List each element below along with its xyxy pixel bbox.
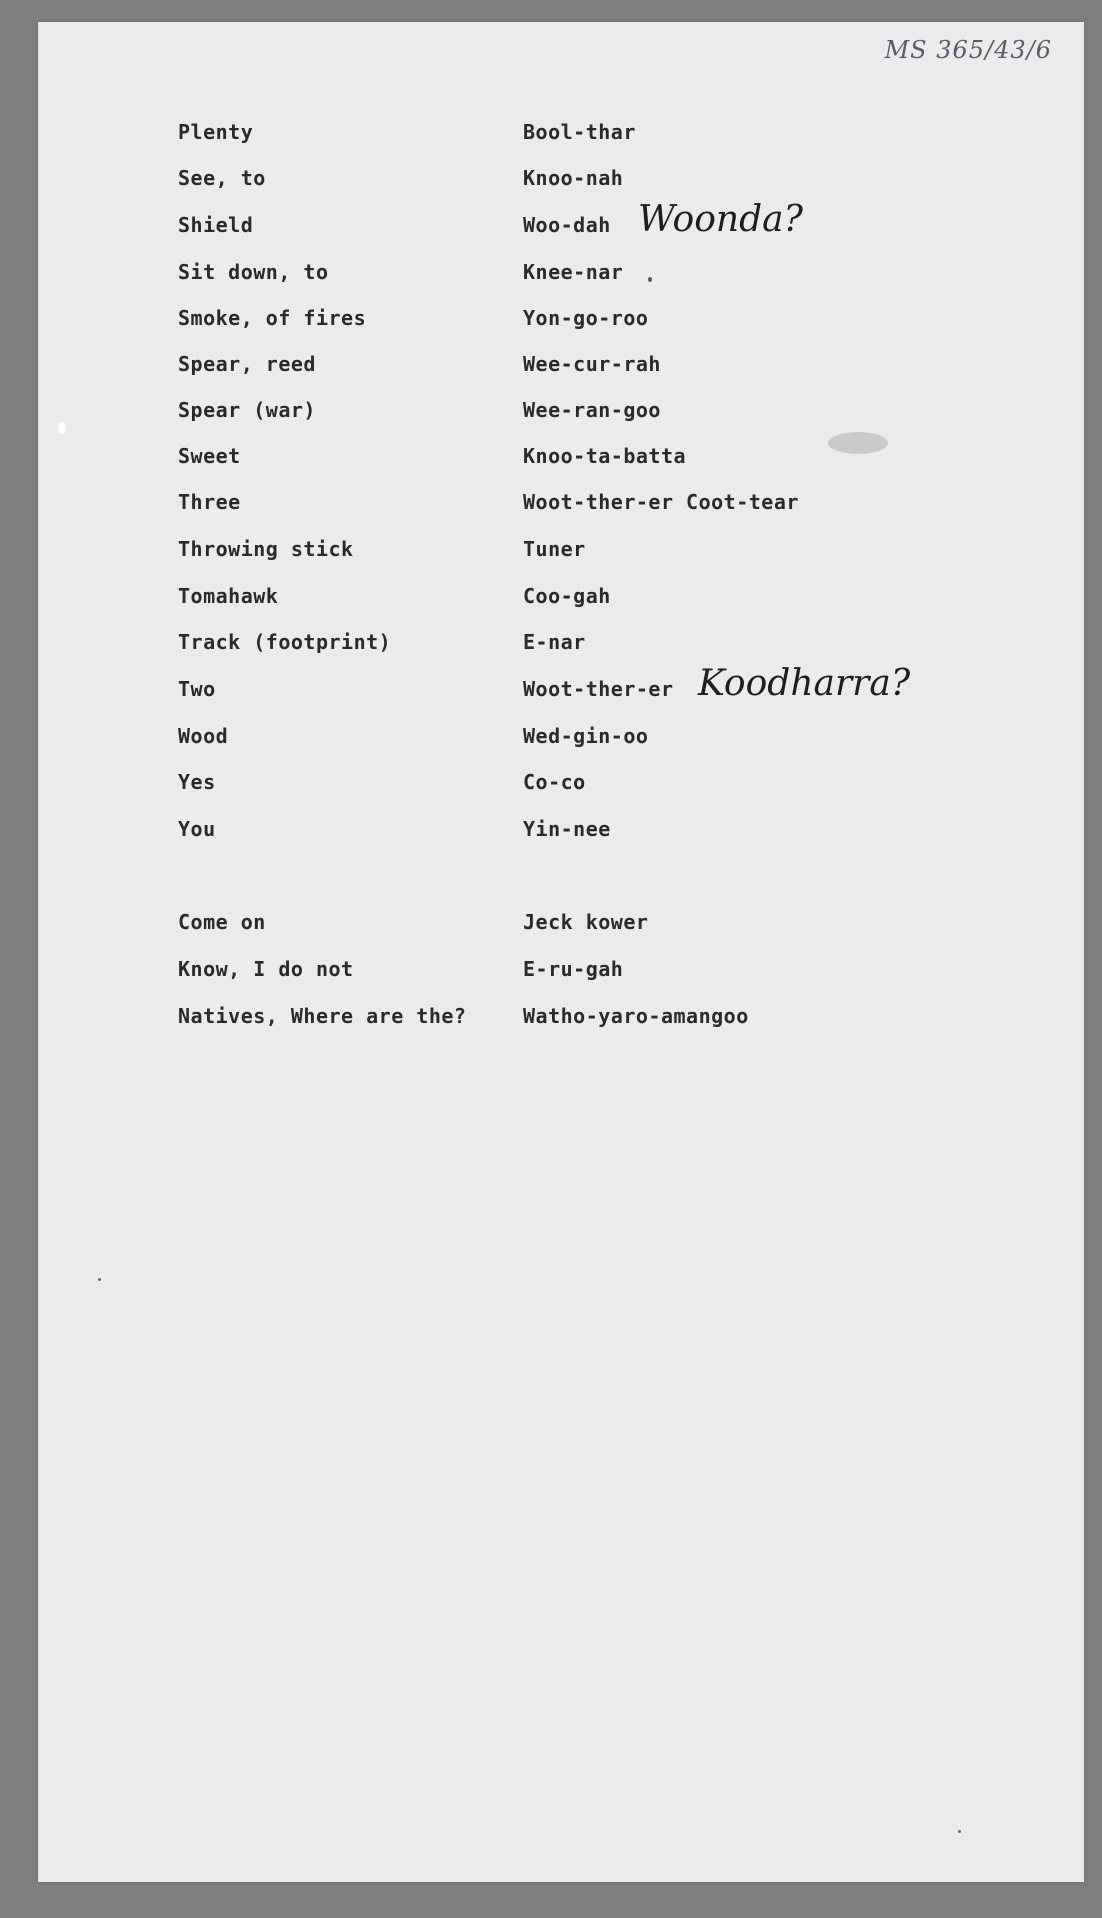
aboriginal-phrase: Jeck kower bbox=[523, 910, 649, 934]
vocabulary-row bbox=[38, 352, 1084, 392]
vocabulary-row bbox=[38, 537, 1084, 577]
vocabulary-row bbox=[38, 663, 1084, 717]
aboriginal-word: Woo-dah bbox=[523, 213, 611, 237]
handwritten-note: Koodharra? bbox=[698, 663, 911, 704]
vocabulary-row bbox=[38, 770, 1084, 810]
vocabulary-row bbox=[38, 120, 1084, 160]
paper-stain bbox=[828, 432, 888, 454]
paper-mark bbox=[648, 277, 652, 282]
english-phrase: Know, I do not bbox=[178, 957, 354, 981]
english-word: Spear, reed bbox=[178, 352, 316, 376]
english-word: Sit down, to bbox=[178, 260, 329, 284]
english-word: Spear (war) bbox=[178, 398, 316, 422]
handwritten-note: Woonda? bbox=[638, 199, 803, 240]
paper-mark bbox=[958, 1830, 961, 1833]
english-word: Three bbox=[178, 490, 241, 514]
english-word: Two bbox=[178, 677, 216, 701]
archive-reference: MS 365/43/6 bbox=[884, 36, 1052, 64]
aboriginal-word: Wee-cur-rah bbox=[523, 352, 661, 376]
vocabulary-row bbox=[38, 630, 1084, 670]
english-word: Throwing stick bbox=[178, 537, 354, 561]
aboriginal-word: Wed-gin-oo bbox=[523, 724, 649, 748]
english-phrase: Come on bbox=[178, 910, 266, 934]
aboriginal-phrase: Watho-yaro-amangoo bbox=[523, 1004, 749, 1028]
aboriginal-word: Tuner bbox=[523, 537, 586, 561]
vocabulary-row bbox=[38, 306, 1084, 346]
vocabulary-row bbox=[38, 584, 1084, 624]
english-word: Track (footprint) bbox=[178, 630, 392, 654]
english-word: Yes bbox=[178, 770, 216, 794]
aboriginal-word: Bool-thar bbox=[523, 120, 636, 144]
phrase-row bbox=[38, 1004, 1084, 1044]
aboriginal-word: Coo-gah bbox=[523, 584, 611, 608]
vocabulary-row bbox=[38, 260, 1084, 300]
aboriginal-word: Yin-nee bbox=[523, 817, 611, 841]
phrase-row bbox=[38, 910, 1084, 950]
aboriginal-word: E-nar bbox=[523, 630, 586, 654]
aboriginal-word: Knoo-nah bbox=[523, 166, 624, 190]
english-word: See, to bbox=[178, 166, 266, 190]
english-word: You bbox=[178, 817, 216, 841]
english-phrase: Natives, Where are the? bbox=[178, 1004, 467, 1028]
english-word: Smoke, of fires bbox=[178, 306, 367, 330]
paper-mark bbox=[98, 1278, 101, 1281]
aboriginal-word: Woot-ther-er bbox=[523, 677, 674, 701]
aboriginal-phrase: E-ru-gah bbox=[523, 957, 624, 981]
aboriginal-word: Wee-ran-goo bbox=[523, 398, 661, 422]
english-word: Shield bbox=[178, 213, 254, 237]
vocabulary-row bbox=[38, 817, 1084, 857]
vocabulary-row bbox=[38, 199, 1084, 253]
aboriginal-word: Co-co bbox=[523, 770, 586, 794]
vocabulary-row bbox=[38, 444, 1084, 484]
paper-mark bbox=[58, 422, 66, 434]
vocabulary-row bbox=[38, 166, 1084, 206]
aboriginal-word: Knee-nar bbox=[523, 260, 624, 284]
document-page bbox=[38, 22, 1084, 1882]
vocabulary-row bbox=[38, 398, 1084, 438]
english-word: Plenty bbox=[178, 120, 254, 144]
vocabulary-row bbox=[38, 724, 1084, 764]
aboriginal-word: Woot-ther-er Coot-tear bbox=[523, 490, 799, 514]
english-word: Wood bbox=[178, 724, 229, 748]
vocabulary-row bbox=[38, 490, 1084, 530]
phrase-row bbox=[38, 957, 1084, 997]
aboriginal-word: Yon-go-roo bbox=[523, 306, 649, 330]
aboriginal-word: Knoo-ta-batta bbox=[523, 444, 687, 468]
english-word: Tomahawk bbox=[178, 584, 279, 608]
english-word: Sweet bbox=[178, 444, 241, 468]
